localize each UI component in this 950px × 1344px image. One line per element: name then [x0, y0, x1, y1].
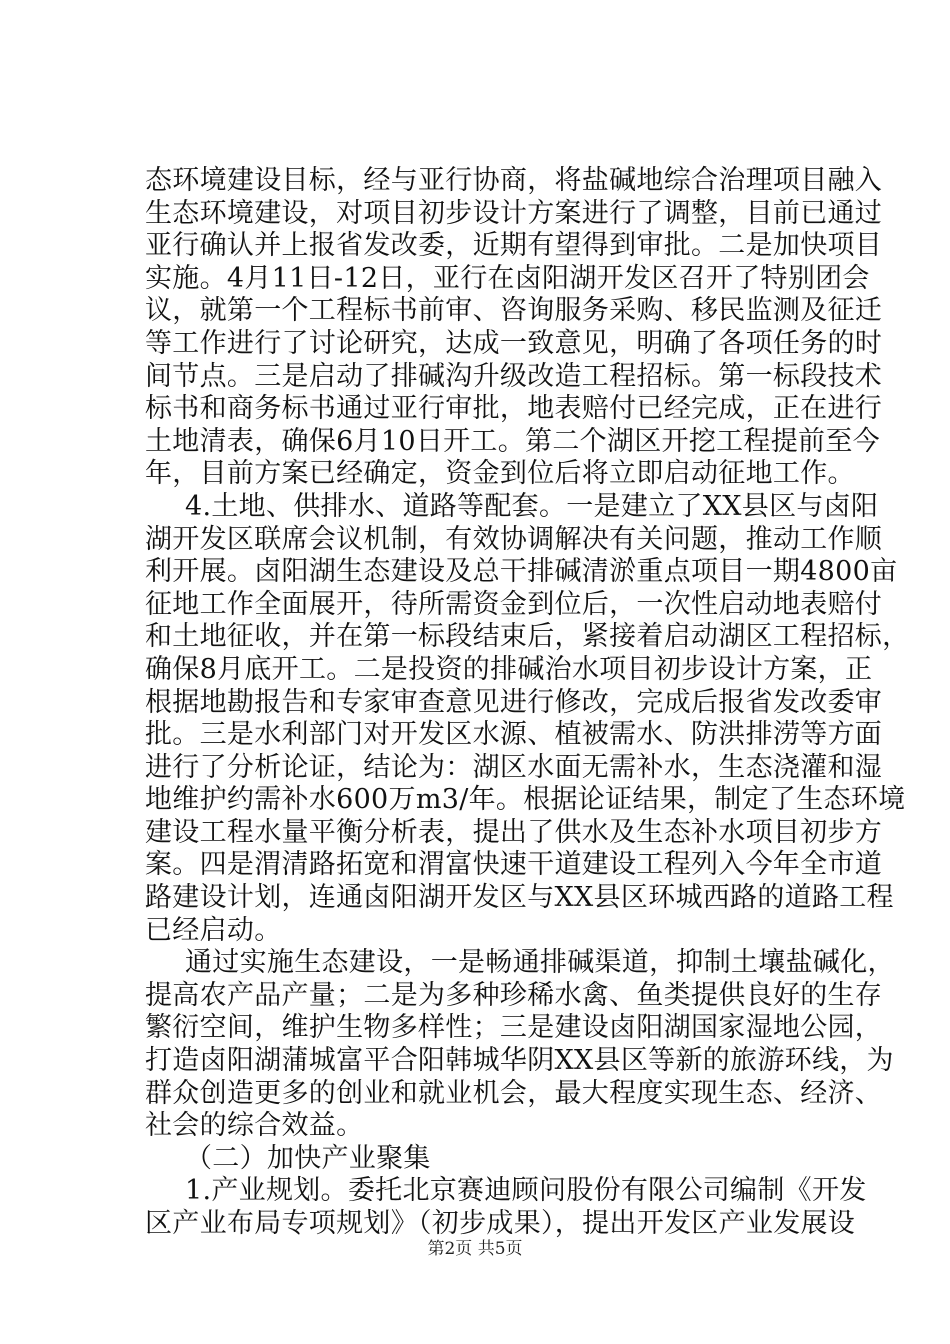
text-line: 通过实施生态建设，一是畅通排碱渠道，抑制土壤盐碱化，: [185, 947, 895, 979]
document-body: [145, 165, 910, 1241]
text-line: 已经启动。: [145, 914, 282, 946]
text-line: 打造卤阳湖蒲城富平合阳韩城华阴XX县区等新的旅游环线，为: [145, 1045, 894, 1077]
text-line: 态环境建设目标，经与亚行协商，将盐碱地综合治理项目融入: [145, 165, 883, 196]
text-line: 实施。4月11日-12日，亚行在卤阳湖开发区召开了特别团会: [145, 262, 870, 294]
text-line: 和土地征收，并在第一标段结束后，紧接着启动湖区工程招标，: [145, 621, 910, 653]
text-line: 群众创造更多的创业和就业机会，最大程度实现生态、经济、: [145, 1077, 883, 1109]
text-line: 批。三是水利部门对开发区水源、植被需水、防洪排涝等方面: [145, 719, 883, 751]
text-line: 间节点。三是启动了排碱沟升级改造工程招标。第一标段技术: [145, 360, 883, 392]
text-line: 生态环境建设，对项目初步设计方案进行了调整，目前已通过: [145, 197, 883, 229]
text-line: 进行了分析论证，结论为：湖区水面无需补水，生态浇灌和湿: [145, 751, 883, 783]
text-line: 地维护约需补水600万m3/年。根据论证结果，制定了生态环境: [145, 784, 906, 816]
text-line: 年，目前方案已经确定，资金到位后将立即启动征地工作。: [145, 458, 855, 490]
text-line: 繁衍空间，维护生物多样性；三是建设卤阳湖国家湿地公园，: [145, 1012, 883, 1044]
text-line: 提高农产品产量；二是为多种珍稀水禽、鱼类提供良好的生存: [145, 979, 883, 1011]
text-line: 土地清表，确保6月10日开工。第二个湖区开挖工程提前至今: [145, 425, 880, 457]
text-line: 利开展。卤阳湖生态建设及总干排碱清淤重点项目一期4800亩: [145, 556, 898, 588]
text-line: 根据地勘报告和专家审查意见进行修改，完成后报省发改委审: [145, 686, 883, 718]
text-line: 等工作进行了讨论研究，达成一致意见，明确了各项任务的时: [145, 327, 883, 359]
text-line: 路建设计划，连通卤阳湖开发区与XX县区环城西路的道路工程: [145, 882, 894, 914]
text-line: 案。四是渭清路拓宽和渭富快速干道建设工程列入今年全市道: [145, 849, 883, 881]
text-line: 征地工作全面展开，待所需资金到位后，一次性启动地表赔付: [145, 588, 883, 620]
text-line: 社会的综合效益。: [145, 1110, 364, 1142]
text-line: 建设工程水量平衡分析表，提出了供水及生态补水项目初步方: [145, 816, 883, 848]
text-line: 4.土地、供排水、道路等配套。一是建立了XX县区与卤阳: [185, 490, 879, 522]
text-line: 亚行确认并上报省发改委，近期有望得到审批。二是加快项目: [145, 230, 883, 262]
text-line: 1.产业规划。委托北京赛迪顾问股份有限公司编制《开发: [185, 1175, 867, 1207]
text-line: 区产业布局专项规划》（初步成果），提出开发区产业发展设: [145, 1208, 856, 1239]
page-footer: 第2页 共5页: [427, 1239, 523, 1259]
text-line: 湖开发区联席会议机制，有效协调解决有关问题，推动工作顺: [145, 523, 883, 555]
text-line: 议，就第一个工程标书前审、咨询服务采购、移民监测及征迁: [145, 295, 883, 327]
text-line: 确保8月底开工。二是投资的排碱治水项目初步设计方案，正: [145, 653, 873, 685]
text-line: （二）加快产业聚集: [185, 1142, 431, 1174]
text-line: 标书和商务标书通过亚行审批，地表赔付已经完成，正在进行: [145, 393, 883, 425]
